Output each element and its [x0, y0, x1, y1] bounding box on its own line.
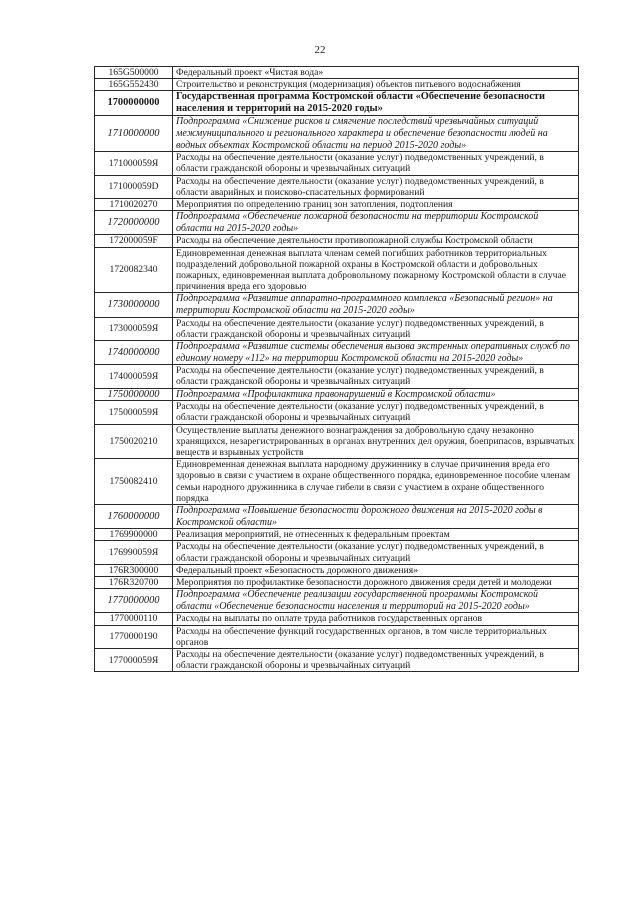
description-cell: Расходы на обеспечение деятельности (оказание услуг) подведомственных учреждений, в области гражданской обороны и чрезвычайных ситуаций	[173, 152, 579, 175]
budget-code-cell: 1730000000	[95, 293, 173, 317]
description-cell: Подпрограмма «Обеспечение пожарной безопасности на территории Костромской области на 2015-2020 годы»	[173, 211, 579, 235]
budget-code-cell: 177000059Я	[95, 649, 173, 672]
budget-code-cell: 165G500000	[95, 67, 173, 79]
description-cell: Государственная программа Костромской области «Обеспечение безопасности населения и территорий на 2015-2020 годы»	[173, 91, 579, 116]
budget-code-cell: 1720082340	[95, 247, 173, 293]
table-body	[95, 67, 579, 672]
table-row	[95, 541, 579, 564]
table-row	[95, 199, 579, 211]
description-cell: Подпрограмма «Снижение рисков и смягчение последствий чрезвычайных ситуаций межмуниципального и регионального характера и обеспечение безопасности людей на водных объектах Костромской области на период 2015-2020 годы»	[173, 116, 579, 152]
budget-code-cell: 174000059Я	[95, 365, 173, 388]
table-row	[95, 317, 579, 340]
budget-code-cell: 1750000000	[95, 388, 173, 401]
description-cell: Расходы на обеспечение деятельности (оказание услуг) подведомственных учреждений, в области гражданской обороны и чрезвычайных ситуаций	[173, 401, 579, 424]
table-row	[95, 589, 579, 613]
description-cell: Подпрограмма «Повышение безопасности дорожного движения на 2015-2020 годы в Костромской области»	[173, 505, 579, 529]
budget-code-cell: 1700000000	[95, 91, 173, 116]
budget-code-cell: 1760000000	[95, 505, 173, 529]
budget-code-cell: 1770000190	[95, 625, 173, 648]
budget-code-cell: 1710020270	[95, 199, 173, 211]
table-row	[95, 424, 579, 459]
budget-code-cell: 1750020210	[95, 424, 173, 459]
budget-code-cell: 175000059Я	[95, 401, 173, 424]
description-cell: Подпрограмма «Развитие системы обеспечения вызова экстренных оперативных служб по единому номеру «112» на территории Костромской области на 2015-2020 годы»	[173, 341, 579, 365]
description-cell: Расходы на обеспечение деятельности (оказание услуг) подведомственных учреждений, в области гражданской обороны и чрезвычайных ситуаций	[173, 649, 579, 672]
description-cell: Расходы на обеспечение деятельности (оказание услуг) подведомственных учреждений, в области аварийных и поисково-спасательных формирований	[173, 175, 579, 198]
budget-code-cell: 176990059Я	[95, 541, 173, 564]
budget-code-cell: 176R300000	[95, 564, 173, 576]
description-cell: Единовременная денежная выплата народному дружиннику в случае причинения вреда его здоровью в связи с участием в охране общественного порядка, единовременное пособие членам семьи народного дружинника в случае гибели в связи с участием в охране общественного порядка	[173, 459, 579, 505]
table-row	[95, 401, 579, 424]
table-row	[95, 91, 579, 116]
table-row	[95, 247, 579, 293]
table-row	[95, 152, 579, 175]
table-row	[95, 211, 579, 235]
table-row	[95, 529, 579, 541]
description-cell: Расходы на обеспечение функций государственных органов, в том числе территориальных органов	[173, 625, 579, 648]
table-row	[95, 116, 579, 152]
table-row	[95, 613, 579, 625]
description-cell: Расходы на обеспечение деятельности (оказание услуг) подведомственных учреждений, в области гражданской обороны и чрезвычайных ситуаций	[173, 541, 579, 564]
budget-code-cell: 1750082410	[95, 459, 173, 505]
table-row	[95, 564, 579, 576]
description-cell: Расходы на обеспечение деятельности (оказание услуг) подведомственных учреждений, в области гражданской обороны и чрезвычайных ситуаций	[173, 365, 579, 388]
description-cell: Расходы на обеспечение деятельности (оказание услуг) подведомственных учреждений, в области гражданской обороны и чрезвычайных ситуаций	[173, 317, 579, 340]
table-row	[95, 79, 579, 91]
table-row	[95, 388, 579, 401]
budget-code-cell: 1770000110	[95, 613, 173, 625]
description-cell: Реализация мероприятий, не отнесенных к федеральным проектам	[173, 529, 579, 541]
table-row	[95, 365, 579, 388]
description-cell: Расходы на обеспечение деятельности противопожарной службы Костромской области	[173, 235, 579, 247]
budget-code-cell: 1769900000	[95, 529, 173, 541]
budget-code-cell: 165G552430	[95, 79, 173, 91]
table-row	[95, 175, 579, 198]
budget-code-cell: 176R320700	[95, 577, 173, 589]
budget-code-cell: 1720000000	[95, 211, 173, 235]
description-cell: Подпрограмма «Профилактика правонарушений в Костромской области»	[173, 388, 579, 401]
budget-code-cell: 1710000000	[95, 116, 173, 152]
budget-code-table	[94, 66, 579, 672]
table-row	[95, 625, 579, 648]
table-row	[95, 577, 579, 589]
description-cell: Осуществление выплаты денежного вознаграждения за добровольную сдачу незаконно хранящихся, незарегистрированных в органах внутренних дел оружия, боеприпасов, взрывчатых веществ и взрывных устройств	[173, 424, 579, 459]
description-cell: Расходы на выплаты по оплате труда работников государственных органов	[173, 613, 579, 625]
table-row	[95, 341, 579, 365]
description-cell: Строительство и реконструкция (модернизация) объектов питьевого водоснабжения	[173, 79, 579, 91]
page-number: 22	[314, 44, 326, 56]
description-cell: Федеральный проект «Безопасность дорожного движения»	[173, 564, 579, 576]
table-row	[95, 235, 579, 247]
table-row	[95, 649, 579, 672]
budget-code-cell: 171000059D	[95, 175, 173, 198]
table-row	[95, 293, 579, 317]
budget-code-cell: 171000059Я	[95, 152, 173, 175]
budget-code-cell: 1740000000	[95, 341, 173, 365]
description-cell: Федеральный проект «Чистая вода»	[173, 67, 579, 79]
description-cell: Подпрограмма «Обеспечение реализации государственной программы Костромской области «Обеспечение безопасности населения и территорий на 2015-2020 годы»	[173, 589, 579, 613]
table-row	[95, 67, 579, 79]
budget-code-cell: 172000059F	[95, 235, 173, 247]
description-cell: Мероприятия по определению границ зон затопления, подтопления	[173, 199, 579, 211]
budget-code-cell: 173000059Я	[95, 317, 173, 340]
budget-code-cell: 1770000000	[95, 589, 173, 613]
description-cell: Единовременная денежная выплата членам семей погибших работников территориальных подразделений добровольной пожарной охраны в Костромской области и добровольных пожарных, единовременная выплата добровольному пожарному Костромской области в случае причинения вреда его здоровью	[173, 247, 579, 293]
description-cell: Подпрограмма «Развитие аппаратно-программного комплекса «Безопасный регион» на территории Костромской области на 2015-2020 годы»	[173, 293, 579, 317]
table-row	[95, 459, 579, 505]
description-cell: Мероприятия по профилактике безопасности дорожного движения среди детей и молодежи	[173, 577, 579, 589]
table-row	[95, 505, 579, 529]
